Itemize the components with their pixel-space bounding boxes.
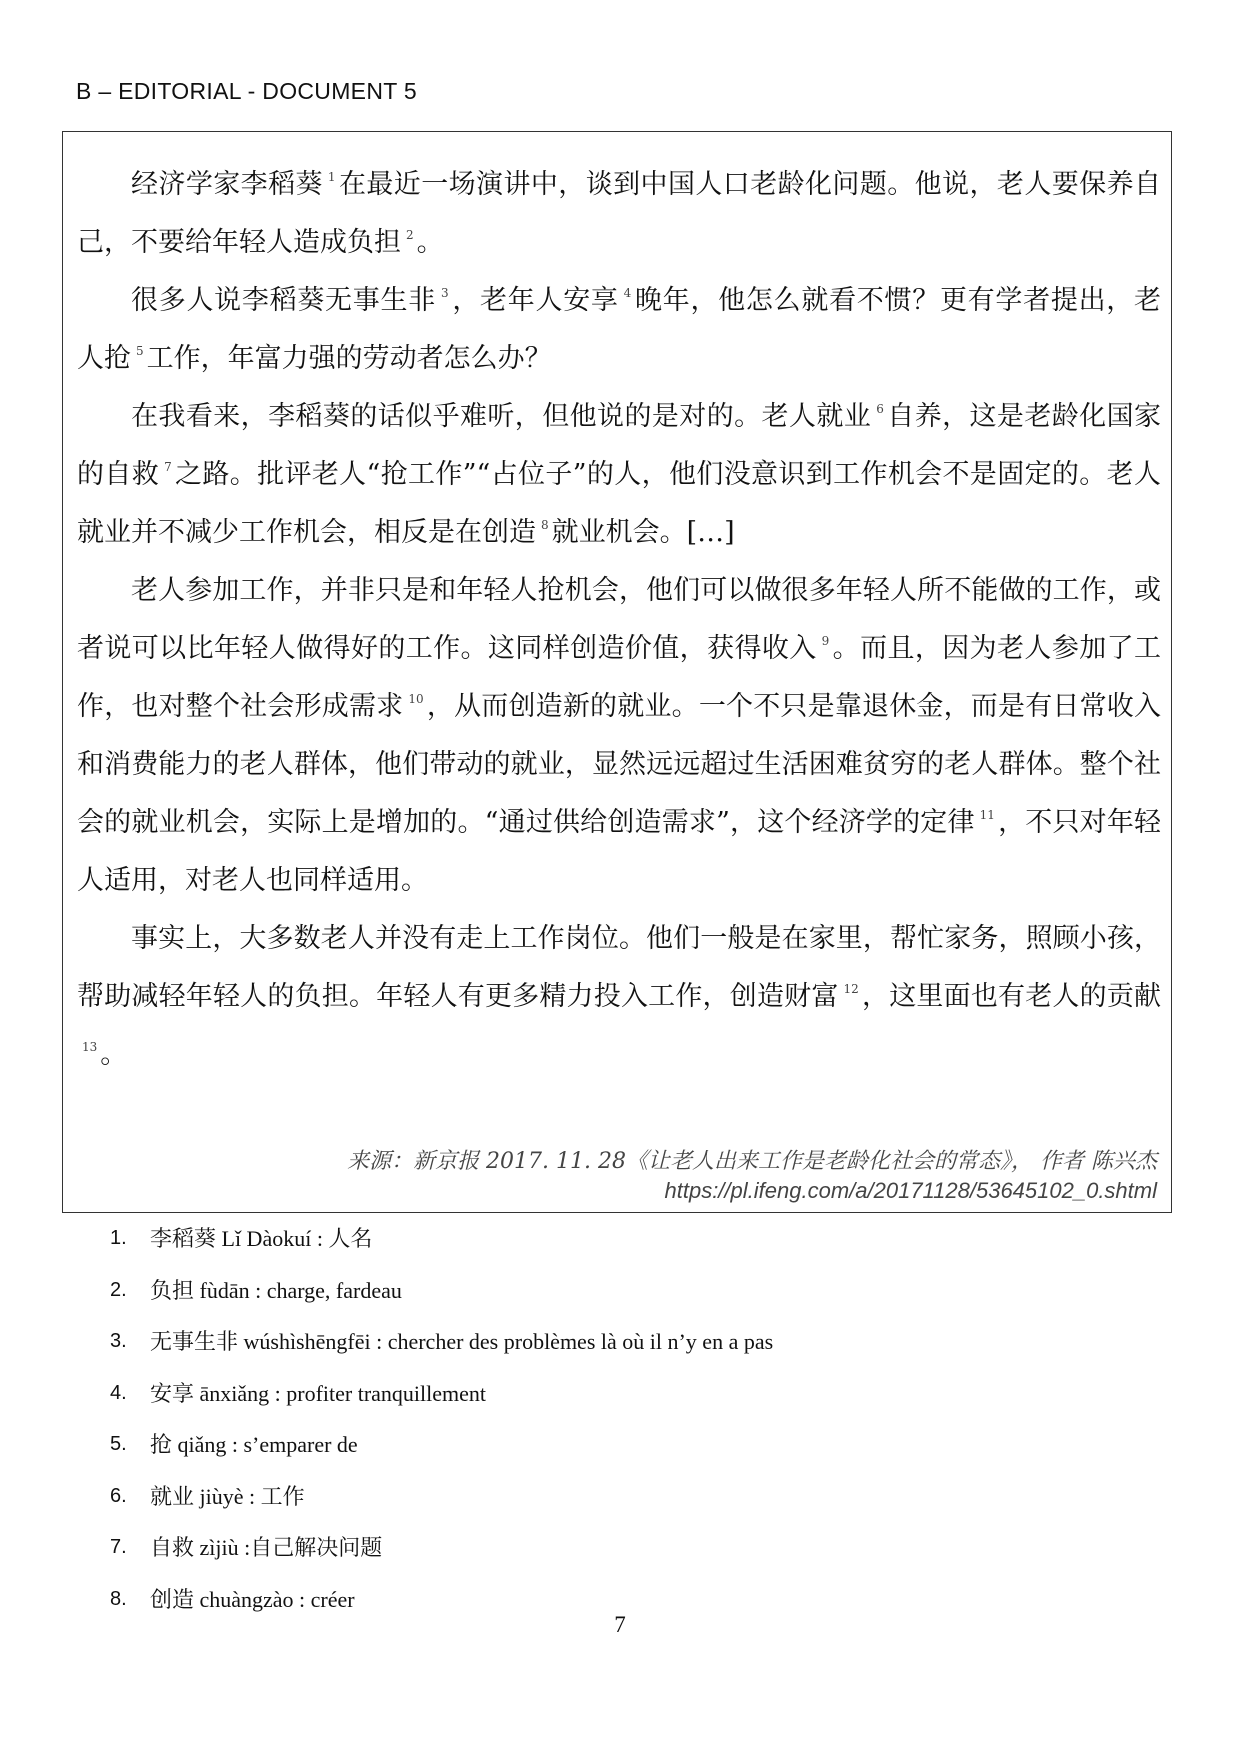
footnote-marker: 4 [623, 286, 632, 300]
glossary-number: 1. [110, 1227, 127, 1249]
paragraph-text: 自养，这是老龄化国家的自救 [77, 401, 1162, 490]
glossary-number: 6. [110, 1484, 127, 1507]
paragraph-text: 很多人说李稻葵无事生非 [131, 285, 436, 316]
paragraph-text: 经济学家李稻葵 [131, 169, 323, 200]
footnote-marker: 10 [408, 692, 424, 706]
glossary-text: 李稻葵 Lǐ Dàokuí : 人名 [150, 1226, 373, 1251]
paragraph-text: ，不只对年轻人适用，对老人也同样适用。 [77, 807, 1162, 896]
glossary-number: 5. [110, 1433, 127, 1455]
footnote-marker: 1 [327, 170, 336, 184]
paragraph-text: 在我看来，李稻葵的话似乎难听，但他说的是对的。老人就业 [131, 401, 872, 432]
article-body [77, 156, 1161, 1084]
footnote-marker: 13 [82, 1040, 98, 1054]
paragraph-text: 就业机会。[…] [551, 517, 735, 548]
footnote-marker: 5 [136, 344, 144, 358]
paragraph [77, 156, 1161, 272]
footnote-marker: 6 [876, 402, 884, 416]
glossary-number: 7. [110, 1536, 127, 1558]
glossary-number: 3. [110, 1330, 127, 1352]
glossary-text: 自救 zìjiù :自己解决问题 [150, 1535, 383, 1560]
glossary-list [110, 1213, 1170, 1625]
paragraph-text: ，从而创造新的就业。一个不只是靠退休金，而是有日常收入和消费能力的老人群体，他们带动的就业，显然远远超过生活困难贫穷的老人群体。整个社会的就业机会，实际上是增加的。“通过供给创造需求”，这个经济学的定律 [77, 691, 1161, 838]
source-url[interactable]: https://pl.ifeng.com/a/20171128/53645102_0.shtml [664, 1178, 1157, 1203]
footnote-marker: 2 [406, 228, 414, 242]
footnote-marker: 3 [440, 286, 449, 300]
glossary-text: 创造 chuàngzào : créer [150, 1586, 355, 1612]
glossary-number: 8. [110, 1587, 127, 1610]
glossary-item [110, 1368, 1170, 1420]
paragraph-text: 晚年，他怎么就看不惯？更有学者提出，老人抢 [77, 285, 1162, 374]
paragraph-text: ，老年人安享 [451, 285, 619, 316]
glossary-item [110, 1265, 1170, 1317]
page-number: 7 [614, 1612, 626, 1637]
footnote-marker: 7 [164, 460, 172, 474]
paragraph-text: 。 [100, 1039, 128, 1070]
glossary-item [110, 1471, 1170, 1523]
paragraph-text: ，这里面也有老人的贡献 [861, 981, 1162, 1012]
footnote-marker: 8 [541, 518, 549, 532]
glossary-text: 安享 ānxiǎng : profiter tranquillement [150, 1380, 487, 1406]
paragraph-text: 在最近一场演讲中，谈到中国人口老龄化问题。他说，老人要保养自己，不要给年轻人造成负担 [77, 169, 1161, 258]
paragraph-text: 之路。批评老人“抢工作”“占位子”的人，他们没意识到工作机会不是固定的。老人就业并不减少工作机会，相反是在创造 [77, 459, 1161, 548]
paragraph-text: 事实上，大多数老人并没有走上工作岗位。他们一般是在家里，帮忙家务，照顾小孩，帮助减轻年轻人的负担。年轻人有更多精力投入工作，创造财富 [77, 923, 1161, 1012]
paragraph-text: 。而且，因为老人参加了工作，也对整个社会形成需求 [77, 633, 1162, 722]
paragraph [77, 562, 1161, 910]
glossary-item [110, 1213, 1170, 1265]
paragraph [77, 388, 1161, 562]
paragraph-text: 老人参加工作，并非只是和年轻人抢机会，他们可以做很多年轻人所不能做的工作，或者说可以比年轻人做得好的工作。这同样创造价值，获得收入 [77, 575, 1161, 664]
glossary-number: 4. [110, 1381, 127, 1404]
glossary-text: 负担 fùdān : charge, fardeau [150, 1277, 402, 1303]
glossary-item [110, 1316, 1170, 1368]
footnote-marker: 11 [979, 808, 995, 822]
glossary-text: 就业 jiùyè : 工作 [150, 1483, 305, 1509]
glossary-text: 抢 qiǎng : s’emparer de [150, 1432, 358, 1457]
footnote-marker: 12 [843, 982, 859, 996]
paragraph-text: 工作，年富力强的劳动者怎么办？ [146, 343, 552, 374]
glossary-text: 无事生非 wúshìshēngfēi : chercher des problèmes là où il n’y en a pas [150, 1329, 774, 1354]
glossary-number: 2. [110, 1278, 127, 1301]
glossary-item [110, 1522, 1170, 1574]
paragraph [77, 272, 1161, 388]
paragraph-text: 。 [416, 227, 444, 258]
paragraph [77, 910, 1161, 1084]
document-header: B – EDITORIAL - DOCUMENT 5 [76, 78, 417, 104]
article-box [62, 131, 1172, 1213]
glossary-item [110, 1419, 1170, 1471]
footnote-marker: 9 [821, 634, 830, 648]
source-citation: 来源：新京报 2017. 11. 28《让老人出来工作是老龄化社会的常态》， 作者 陈兴杰 [347, 1149, 1157, 1174]
